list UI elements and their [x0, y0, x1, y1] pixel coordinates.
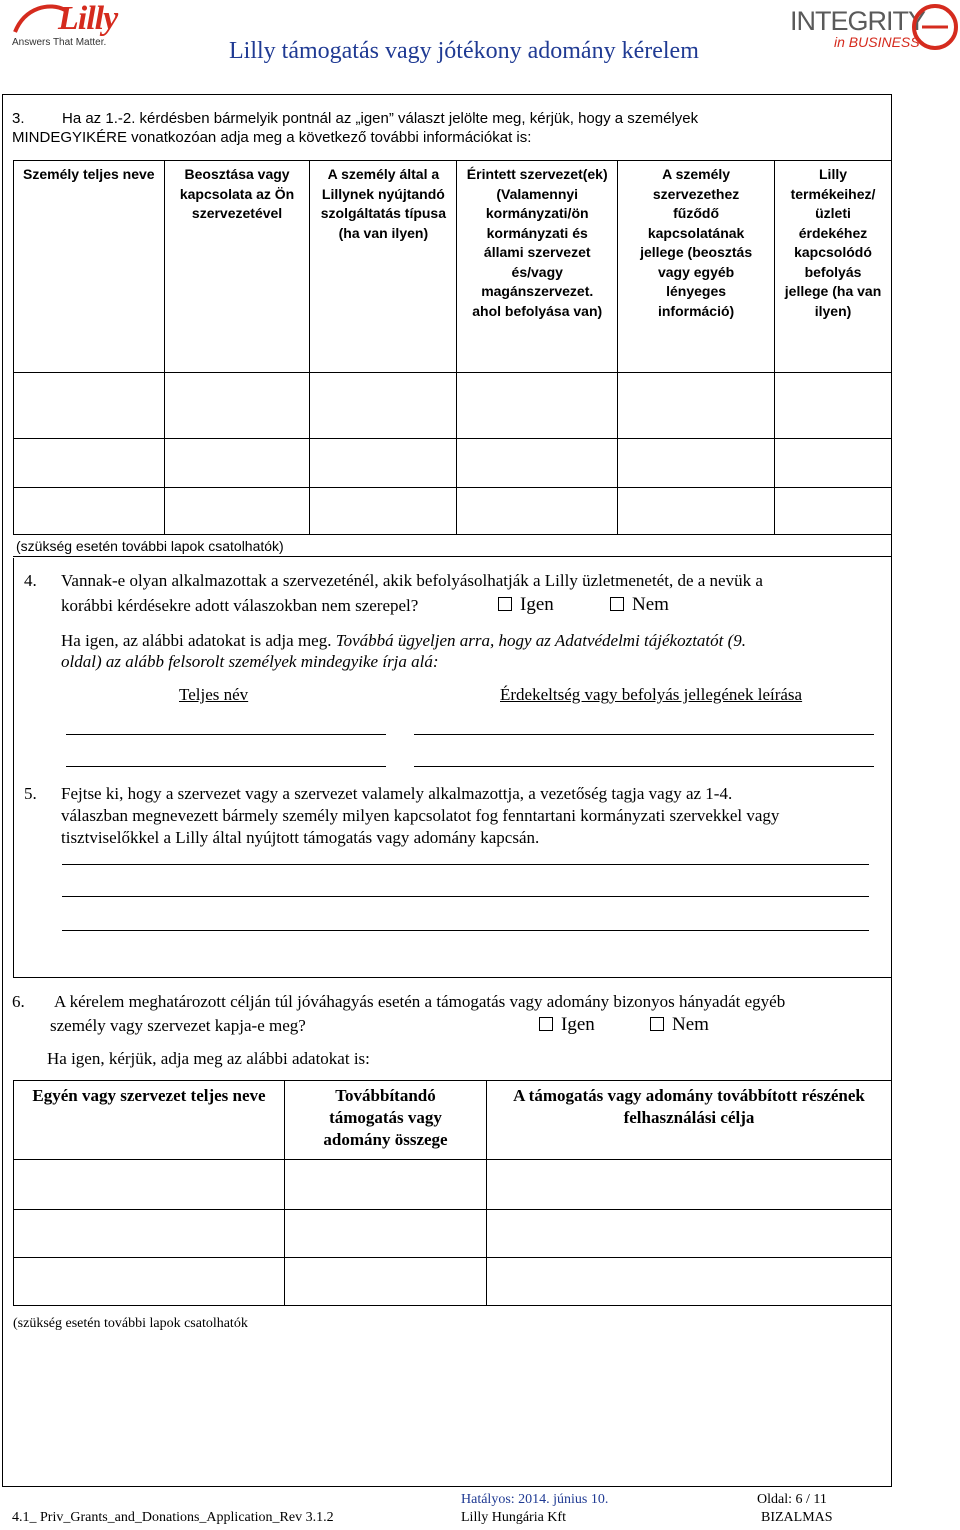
checkbox-icon[interactable]	[650, 1017, 664, 1031]
table-cell[interactable]	[775, 439, 892, 488]
table-cell[interactable]	[164, 439, 310, 488]
lilly-tagline: Answers That Matter.	[12, 37, 107, 48]
section6-note: (szükség esetén további lapok csatolhatók	[13, 1316, 248, 1331]
desc-line-1[interactable]	[414, 734, 874, 735]
table-cell[interactable]	[775, 373, 892, 439]
section5-number: 5.	[24, 784, 37, 803]
lilly-logo-text: Lilly	[58, 0, 118, 37]
table-row	[14, 1160, 892, 1210]
section4-question-line1: Vannak-e olyan alkalmazottak a szervezeténél, akik befolyásolhatják a Lilly üzletmenetét, de a nevük a	[61, 571, 763, 590]
section4-question-line2: korábbi kérdésekre adott válaszokban nem szerepel?	[61, 596, 419, 615]
table-row	[14, 373, 892, 439]
col-header-amount: Továbbítandó támogatás vagy adomány összege	[285, 1081, 487, 1160]
section6-question-line1: A kérelem meghatározott célján túl jóváhagyás esetén a támogatás vagy adomány bizonyos hányadát egyéb	[54, 992, 786, 1011]
table-cell[interactable]	[618, 488, 775, 535]
table-cell[interactable]	[618, 439, 775, 488]
section5-line2: válaszban megnevezett bármely személy milyen kapcsolatot fog fenntartani kormányzati szervekkel vagy	[61, 806, 780, 825]
table-cell[interactable]	[14, 488, 165, 535]
integrity-logo-sub: in BUSINESS	[834, 34, 920, 50]
table-cell[interactable]	[487, 1210, 892, 1258]
section4-instruction-line1	[61, 630, 746, 651]
checkbox-icon[interactable]	[610, 597, 624, 611]
footer-company: Lilly Hungária Kft	[461, 1510, 566, 1525]
section6-table	[13, 1080, 892, 1306]
no-label: Nem	[672, 1014, 709, 1035]
section3-text-line2: MINDEGYIKÉRE vonatkozóan adja meg a következő további információkat is:	[12, 129, 532, 146]
section3-text-line1: Ha az 1.-2. kérdésben bármelyik pontnál az „igen” választ jelölte meg, kérjük, hogy a személyek	[62, 110, 699, 127]
table-cell[interactable]	[14, 1210, 285, 1258]
table-cell[interactable]	[310, 488, 457, 535]
no-label: Nem	[632, 594, 669, 615]
table-cell[interactable]	[285, 1258, 487, 1306]
table-cell[interactable]	[457, 373, 618, 439]
col-header-influence: Lilly termékeihez/ üzleti érdekéhez kapcsolódó befolyás jellege (ha van ilyen)	[775, 161, 892, 373]
answer-line-1[interactable]	[62, 864, 869, 865]
section4-yes-option[interactable]	[498, 594, 554, 616]
col-header-recipient-name: Egyén vagy szervezet teljes neve	[14, 1081, 285, 1160]
table-row	[14, 439, 892, 488]
col-header-purpose: A támogatás vagy adomány továbbított részének felhasználási célja	[487, 1081, 892, 1160]
table-cell[interactable]	[14, 439, 165, 488]
footer-doc-id: 4.1_ Priv_Grants_and_Donations_Application_Rev 3.1.2	[12, 1510, 334, 1525]
table-cell[interactable]	[457, 439, 618, 488]
section5-line1: Fejtse ki, hogy a szervezet vagy a szervezet valamely alkalmazottja, a vezetőség tagja vagy az 1-4.	[61, 784, 733, 803]
name-line-1[interactable]	[66, 734, 386, 735]
yes-label: Igen	[520, 594, 554, 615]
table-cell[interactable]	[164, 373, 310, 439]
col-header-organizations: Érintett szervezet(ek) (Valamennyi kormányzati/ön kormányzati és állami szervezet és/vagy magánszervezet. ahol befolyása van)	[457, 161, 618, 373]
col-desc-label: Érdekeltség vagy befolyás jellegének leírása	[500, 685, 803, 704]
section4-instruction-line2: oldal) az alább felsorolt személyek mindegyike írja alá:	[61, 652, 439, 671]
col-header-position: Beosztása vagy kapcsolata az Ön szervezetével	[164, 161, 310, 373]
col-name-label: Teljes név	[179, 685, 249, 704]
table-cell[interactable]	[285, 1160, 487, 1210]
section3-number: 3.	[12, 110, 25, 127]
divider	[13, 556, 892, 557]
table-cell[interactable]	[285, 1210, 487, 1258]
table-cell[interactable]	[487, 1258, 892, 1306]
section4-no-option[interactable]	[610, 594, 669, 616]
table-row	[14, 488, 892, 535]
integrity-logo-text: INTEGRITY	[790, 6, 926, 36]
footer-effective-date: Hatályos: 2014. június 10.	[461, 1492, 609, 1507]
name-line-2[interactable]	[66, 766, 386, 767]
section6-question-line2: személy vagy szervezet kapja-e meg?	[50, 1016, 306, 1035]
answer-line-2[interactable]	[62, 896, 869, 897]
table-row	[14, 1210, 892, 1258]
section4-instruction-normal: Ha igen, az alábbi adatokat is adja meg.	[61, 631, 332, 650]
table-cell[interactable]	[487, 1160, 892, 1210]
section6-number: 6.	[12, 992, 25, 1011]
section3-note: (szükség esetén további lapok csatolhatók)	[16, 538, 284, 554]
table-cell[interactable]	[618, 373, 775, 439]
table-cell[interactable]	[310, 373, 457, 439]
footer-page-number: Oldal: 6 / 11	[757, 1492, 827, 1507]
page-title: Lilly támogatás vagy jótékony adomány kérelem	[229, 38, 699, 64]
table-row	[14, 1258, 892, 1306]
checkbox-icon[interactable]	[539, 1017, 553, 1031]
table-cell[interactable]	[310, 439, 457, 488]
section3-table	[13, 160, 892, 535]
table-cell[interactable]	[14, 1258, 285, 1306]
answer-line-3[interactable]	[62, 930, 869, 931]
footer-classification: BIZALMAS	[761, 1510, 833, 1525]
section6-no-option[interactable]	[650, 1014, 709, 1036]
section4-number: 4.	[24, 571, 37, 590]
section6-yes-option[interactable]	[539, 1014, 595, 1036]
table-cell[interactable]	[164, 488, 310, 535]
section5-line3: tisztviselőkkel a Lilly által nyújtott támogatás vagy adomány kapcsán.	[61, 828, 540, 847]
integrity-circle-icon	[912, 4, 958, 50]
table-cell[interactable]	[14, 373, 165, 439]
table-cell[interactable]	[14, 1160, 285, 1210]
checkbox-icon[interactable]	[498, 597, 512, 611]
desc-line-2[interactable]	[414, 766, 874, 767]
col-header-relationship: A személy szervezethez fűződő kapcsolatának jellege (beosztás vagy egyéb lényeges információ)	[618, 161, 775, 373]
section4-5-frame	[13, 558, 892, 978]
section4-instruction-italic: Továbbá ügyeljen arra, hogy az Adatvédelmi tájékoztatót (9.	[335, 631, 747, 650]
yes-label: Igen	[561, 1014, 595, 1035]
section6-instruction: Ha igen, kérjük, adja meg az alábbi adatokat is:	[47, 1049, 370, 1068]
table-cell[interactable]	[775, 488, 892, 535]
col-header-service-type: A személy által a Lillynek nyújtandó szolgáltatás típusa (ha van ilyen)	[310, 161, 457, 373]
table-header-row	[14, 161, 892, 373]
col-header-full-name: Személy teljes neve	[14, 161, 165, 373]
table-cell[interactable]	[457, 488, 618, 535]
table-header-row	[14, 1081, 892, 1160]
